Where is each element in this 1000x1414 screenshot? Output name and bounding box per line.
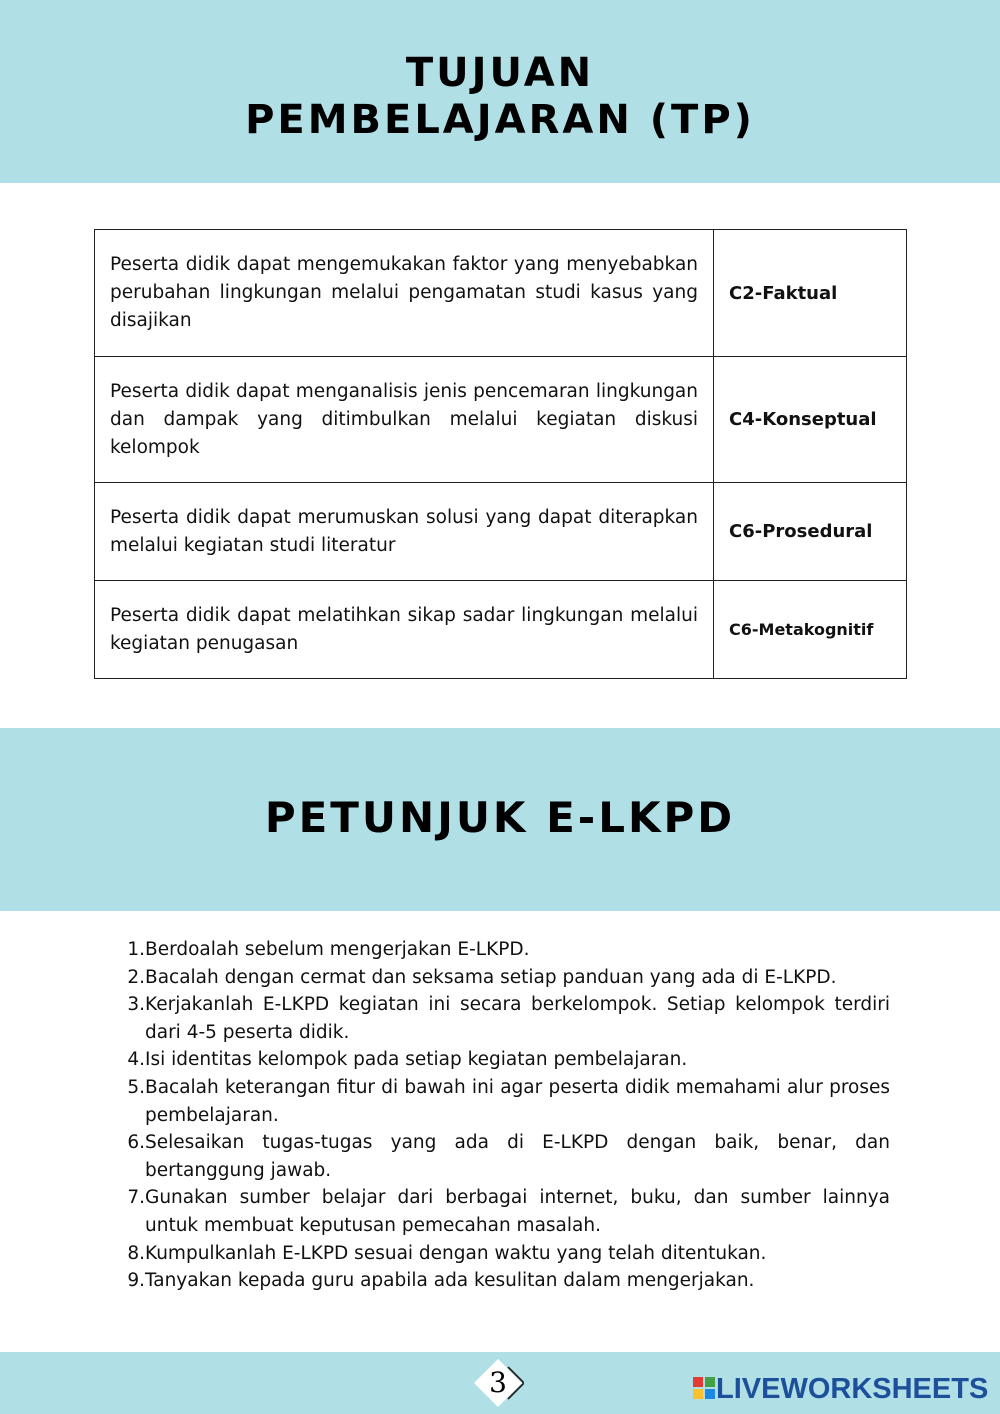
table-row — [95, 357, 907, 483]
list-item-text: Berdoalah sebelum mengerjakan E-LKPD. — [145, 939, 530, 960]
page-number: 3 — [489, 1366, 507, 1399]
list-item-number: 8. — [127, 1242, 145, 1264]
list-item-text: Selesaikan tugas-tugas yang ada di E-LKPD dengan baik, benar, dan bertanggung jawab. — [145, 1132, 890, 1181]
list-item-number: 9. — [127, 1270, 145, 1292]
table-row — [95, 581, 907, 679]
list-item-number: 2. — [127, 966, 145, 988]
tp-level: C4-Konseptual — [714, 357, 907, 483]
tp-desc: Peserta didik dapat melatihkan sikap sadar lingkungan melalui kegiatan penugasan — [95, 581, 714, 679]
tp-title-line2: PEMBELAJARAN (TP) — [245, 97, 755, 143]
list-item-text: Gunakan sumber belajar dari berbagai internet, buku, dan sumber lainnya untuk membuat keputusan pemecahan masalah. — [145, 1187, 890, 1236]
tp-level: C6-Metakognitif — [714, 581, 907, 679]
list-item-text: Tanyakan kepada guru apabila ada kesulitan dalam mengerjakan. — [145, 1270, 755, 1292]
tp-title — [0, 50, 1000, 144]
list-item — [125, 936, 890, 964]
list-item-text: Bacalah keterangan fitur di bawah ini agar peserta didik memahami alur proses pembelajaran. — [145, 1076, 890, 1126]
list-item-text: Isi identitas kelompok pada setiap kegiatan pembelajaran. — [145, 1049, 688, 1071]
list-item — [125, 991, 890, 1046]
tp-table — [94, 229, 907, 679]
list-item-number: 1. — [127, 939, 145, 960]
list-item-number: 3. — [127, 994, 145, 1016]
list-item — [125, 1240, 890, 1268]
tp-level: C6-Prosedural — [714, 483, 907, 581]
list-item-number: 5. — [127, 1076, 145, 1098]
list-item — [125, 1129, 890, 1184]
list-item-number: 6. — [127, 1132, 145, 1154]
list-item-text: Kerjakanlah E-LKPD kegiatan ini secara berkelompok. Setiap kelompok terdiri dari 4-5 peserta didik. — [145, 994, 890, 1043]
tp-desc: Peserta didik dapat mengemukakan faktor yang menyebabkan perubahan lingkungan melalui pengamatan studi kasus yang disajikan — [95, 230, 714, 357]
tp-title-line1: TUJUAN — [405, 50, 595, 96]
list-item-number: 4. — [127, 1049, 145, 1071]
table-row — [95, 230, 907, 357]
liveworksheets-brand-text: LIVEWORKSHEETS — [716, 1373, 989, 1405]
petunjuk-title: PETUNJUK E-LKPD — [264, 793, 736, 842]
liveworksheets-logo — [693, 1373, 993, 1407]
list-item — [125, 1267, 890, 1295]
tp-desc: Peserta didik dapat menganalisis jenis pencemaran lingkungan dan dampak yang ditimbulkan melalui kegiatan diskusi kelompok — [95, 357, 714, 483]
tp-desc: Peserta didik dapat merumuskan solusi yang dapat diterapkan melalui kegiatan studi literatur — [95, 483, 714, 581]
liveworksheets-logo-icon — [693, 1377, 715, 1399]
list-item-number: 7. — [127, 1187, 145, 1209]
table-row — [95, 483, 907, 581]
list-item-text: Kumpulkanlah E-LKPD sesuai dengan waktu yang telah ditentukan. — [145, 1242, 767, 1264]
list-item — [125, 964, 890, 992]
petunjuk-list — [125, 936, 890, 1295]
list-item-text: Bacalah dengan cermat dan seksama setiap panduan yang ada di E-LKPD. — [145, 966, 837, 988]
list-item — [125, 1184, 890, 1239]
list-item — [125, 1046, 890, 1074]
tp-level: C2-Faktual — [714, 230, 907, 357]
list-item — [125, 1074, 890, 1129]
